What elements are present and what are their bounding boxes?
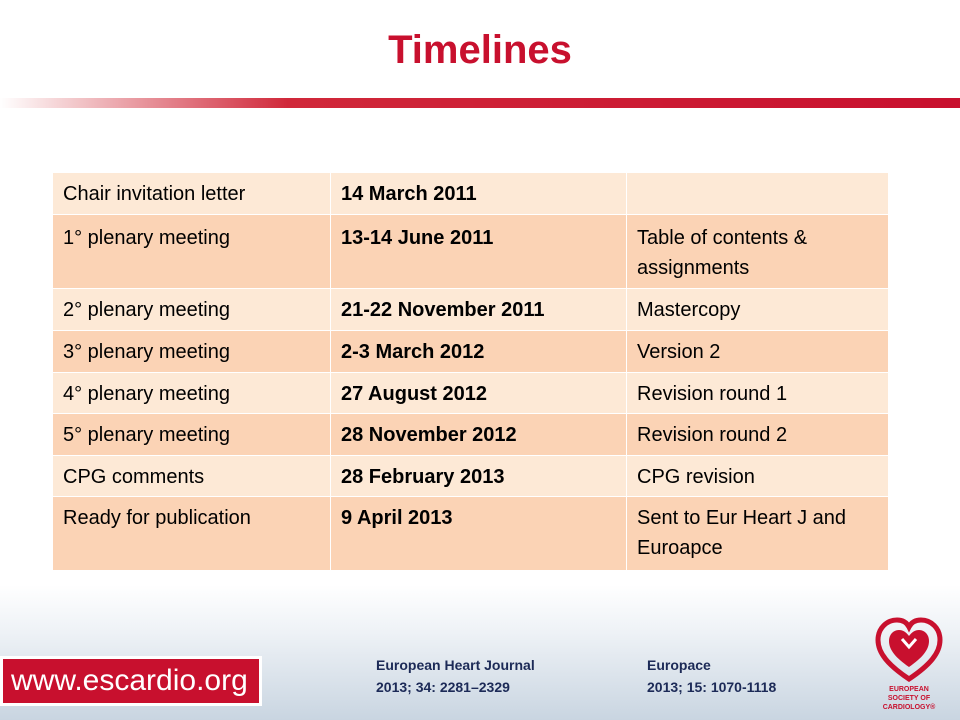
timeline-table	[52, 172, 889, 571]
note-cell: Mastercopy	[627, 289, 889, 331]
event-cell: 4° plenary meeting	[53, 373, 331, 414]
event-cell: 3° plenary meeting	[53, 331, 331, 373]
table-row	[53, 289, 889, 331]
reference-citation: 2013; 34: 2281–2329	[376, 679, 510, 695]
table-row	[53, 456, 889, 497]
title-divider	[0, 98, 960, 108]
reference-journal: European Heart Journal	[376, 657, 535, 673]
logo-line-2: SOCIETY OF	[887, 695, 931, 702]
escardio-url[interactable]: www.escardio.org	[0, 656, 262, 706]
reference-ehj	[376, 654, 535, 698]
reference-citation: 2013; 15: 1070-1118	[647, 679, 777, 695]
esc-logo	[874, 613, 944, 713]
reference-journal: Europace	[647, 657, 711, 673]
date-cell: 27 August 2012	[331, 373, 627, 414]
slide-title: Timelines	[388, 28, 572, 72]
esc-heart-logo-icon	[874, 613, 944, 713]
date-cell: 14 March 2011	[331, 173, 627, 215]
logo-line-1: EUROPEAN	[889, 686, 929, 693]
event-cell: CPG comments	[53, 456, 331, 497]
logo-line-3: CARDIOLOGY®	[882, 704, 936, 711]
note-cell: CPG revision	[627, 456, 889, 497]
table-row	[53, 331, 889, 373]
note-cell: Revision round 2	[627, 414, 889, 456]
event-cell: 5° plenary meeting	[53, 414, 331, 456]
note-cell: Version 2	[627, 331, 889, 373]
date-cell: 28 February 2013	[331, 456, 627, 497]
table-row	[53, 497, 889, 571]
note-cell: Table of contents & assignments	[627, 215, 889, 289]
event-cell: 2° plenary meeting	[53, 289, 331, 331]
table-row	[53, 373, 889, 414]
timeline-table-container	[52, 172, 888, 571]
event-cell: Ready for publication	[53, 497, 331, 571]
reference-europace	[647, 654, 776, 698]
date-cell: 13-14 June 2011	[331, 215, 627, 289]
date-cell: 21-22 November 2011	[331, 289, 627, 331]
date-cell: 28 November 2012	[331, 414, 627, 456]
event-cell: 1° plenary meeting	[53, 215, 331, 289]
note-cell: Revision round 1	[627, 373, 889, 414]
table-row	[53, 215, 889, 289]
table-row	[53, 414, 889, 456]
note-cell: Sent to Eur Heart J and Euroapce	[627, 497, 889, 571]
note-cell	[627, 173, 889, 215]
date-cell: 2-3 March 2012	[331, 331, 627, 373]
date-cell: 9 April 2013	[331, 497, 627, 571]
table-row	[53, 173, 889, 215]
event-cell: Chair invitation letter	[53, 173, 331, 215]
